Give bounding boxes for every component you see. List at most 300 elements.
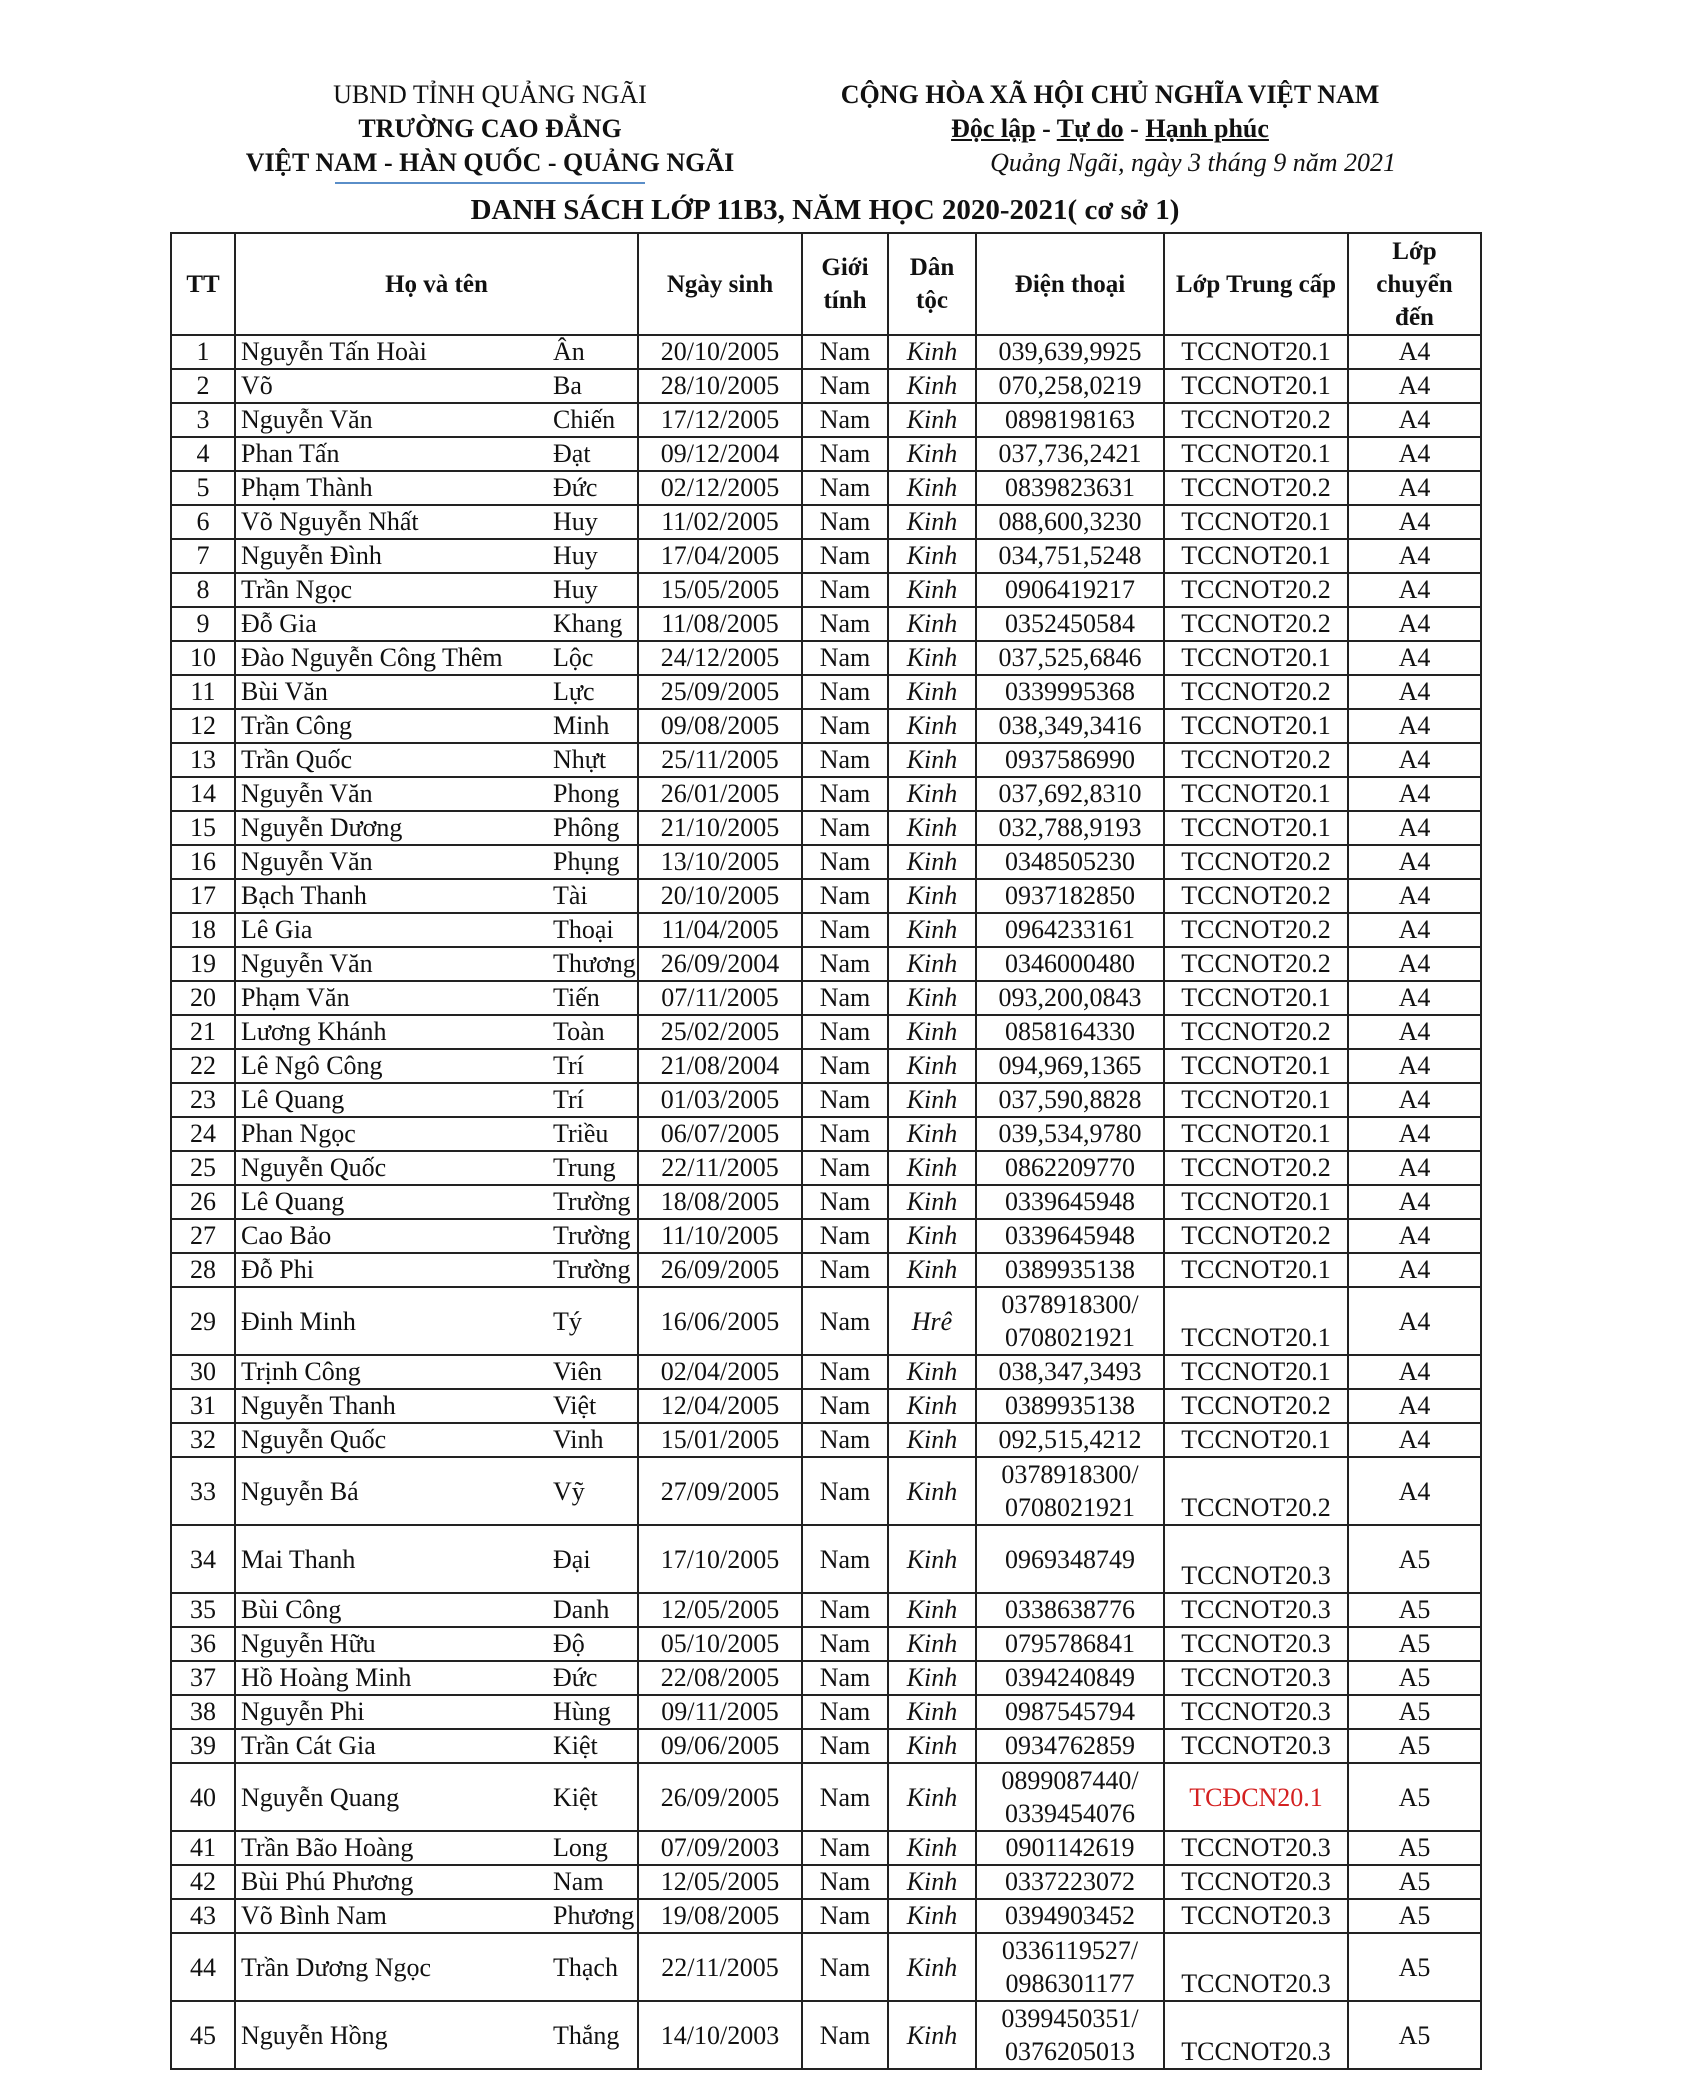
cell-transfer-class: A4 — [1348, 981, 1481, 1015]
cell-phone: 0937586990 — [976, 743, 1164, 777]
table-row — [171, 1423, 1481, 1457]
cell-family-name: Trịnh Công — [235, 1355, 548, 1389]
cell-ethnicity: Kinh — [888, 369, 976, 403]
cell-sex: Nam — [802, 539, 888, 573]
cell-given-name: Huy — [548, 505, 638, 539]
cell-dob: 05/10/2005 — [638, 1627, 802, 1661]
cell-transfer-class: A5 — [1348, 1695, 1481, 1729]
cell-class: TCCNOT20.3 — [1164, 1593, 1348, 1627]
cell-phone: 0337223072 — [976, 1865, 1164, 1899]
cell-dob: 25/09/2005 — [638, 675, 802, 709]
cell-class: TCCNOT20.3 — [1164, 1899, 1348, 1933]
cell-class: TCCNOT20.1 — [1164, 1423, 1348, 1457]
table-row — [171, 1253, 1481, 1287]
cell-transfer-class: A5 — [1348, 1831, 1481, 1865]
cell-given-name: Ba — [548, 369, 638, 403]
cell-ethnicity: Kinh — [888, 471, 976, 505]
cell-tt: 22 — [171, 1049, 235, 1083]
cell-phone: 094,969,1365 — [976, 1049, 1164, 1083]
cell-family-name: Võ — [235, 369, 548, 403]
table-row — [171, 777, 1481, 811]
table-row — [171, 1899, 1481, 1933]
cell-class: TCCNOT20.2 — [1164, 1219, 1348, 1253]
cell-transfer-class: A4 — [1348, 641, 1481, 675]
cell-family-name: Nguyễn Tấn Hoài — [235, 335, 548, 369]
cell-given-name: Trung — [548, 1151, 638, 1185]
table-row — [171, 981, 1481, 1015]
cell-class: TCCNOT20.1 — [1164, 539, 1348, 573]
cell-dob: 20/10/2005 — [638, 335, 802, 369]
cell-family-name: Bùi Phú Phương — [235, 1865, 548, 1899]
cell-dob: 21/10/2005 — [638, 811, 802, 845]
col-header-dob: Ngày sinh — [638, 233, 802, 335]
cell-phone: 0987545794 — [976, 1695, 1164, 1729]
cell-transfer-class: A4 — [1348, 1457, 1481, 1525]
cell-family-name: Phan Tấn — [235, 437, 548, 471]
cell-family-name: Bùi Công — [235, 1593, 548, 1627]
cell-phone: 0389935138 — [976, 1389, 1164, 1423]
cell-phone — [976, 2001, 1164, 2069]
phone-primary: 0899087440/ — [1001, 1766, 1139, 1795]
cell-class: TCCNOT20.1 — [1164, 641, 1348, 675]
cell-phone: 070,258,0219 — [976, 369, 1164, 403]
cell-given-name: Nhựt — [548, 743, 638, 777]
cell-family-name: Nguyễn Quốc — [235, 1423, 548, 1457]
cell-class: TCCNOT20.2 — [1164, 947, 1348, 981]
cell-class: TCCNOT20.1 — [1164, 1049, 1348, 1083]
cell-transfer-class: A5 — [1348, 1593, 1481, 1627]
cell-ethnicity: Kinh — [888, 1355, 976, 1389]
cell-sex: Nam — [802, 2001, 888, 2069]
cell-family-name: Hồ Hoàng Minh — [235, 1661, 548, 1695]
cell-transfer-class: A4 — [1348, 1219, 1481, 1253]
cell-dob: 26/01/2005 — [638, 777, 802, 811]
cell-given-name: Phong — [548, 777, 638, 811]
cell-class: TCCNOT20.1 — [1164, 335, 1348, 369]
cell-family-name: Nguyễn Văn — [235, 403, 548, 437]
cell-family-name: Nguyễn Văn — [235, 947, 548, 981]
cell-class: TCCNOT20.3 — [1164, 1525, 1348, 1593]
cell-tt: 6 — [171, 505, 235, 539]
cell-dob: 20/10/2005 — [638, 879, 802, 913]
cell-ethnicity: Kinh — [888, 675, 976, 709]
cell-class: TCCNOT20.2 — [1164, 403, 1348, 437]
cell-given-name: Chiến — [548, 403, 638, 437]
cell-dob: 26/09/2005 — [638, 1763, 802, 1831]
issuer-block — [220, 78, 760, 184]
table-row — [171, 675, 1481, 709]
table-row — [171, 811, 1481, 845]
table-row — [171, 1695, 1481, 1729]
cell-phone: 0901142619 — [976, 1831, 1164, 1865]
cell-class: TCCNOT20.2 — [1164, 845, 1348, 879]
phone-primary: 0378918300/ — [1001, 1460, 1139, 1489]
cell-sex: Nam — [802, 505, 888, 539]
cell-ethnicity: Kinh — [888, 573, 976, 607]
cell-given-name: Thoại — [548, 913, 638, 947]
cell-class: TCCNOT20.2 — [1164, 471, 1348, 505]
table-row — [171, 1593, 1481, 1627]
cell-ethnicity: Kinh — [888, 1525, 976, 1593]
cell-sex: Nam — [802, 1593, 888, 1627]
cell-tt: 24 — [171, 1117, 235, 1151]
cell-given-name: Huy — [548, 573, 638, 607]
cell-phone: 0839823631 — [976, 471, 1164, 505]
cell-sex: Nam — [802, 913, 888, 947]
cell-transfer-class: A4 — [1348, 539, 1481, 573]
cell-ethnicity: Kinh — [888, 2001, 976, 2069]
cell-ethnicity: Kinh — [888, 1117, 976, 1151]
cell-dob: 16/06/2005 — [638, 1287, 802, 1355]
table-row — [171, 607, 1481, 641]
cell-phone — [976, 1457, 1164, 1525]
cell-dob: 02/12/2005 — [638, 471, 802, 505]
cell-ethnicity: Kinh — [888, 1695, 976, 1729]
cell-given-name: Đức — [548, 1661, 638, 1695]
cell-class: TCCNOT20.3 — [1164, 1661, 1348, 1695]
cell-tt: 35 — [171, 1593, 235, 1627]
cell-ethnicity: Kinh — [888, 1899, 976, 1933]
cell-transfer-class: A4 — [1348, 743, 1481, 777]
cell-dob: 01/03/2005 — [638, 1083, 802, 1117]
cell-transfer-class: A4 — [1348, 1049, 1481, 1083]
cell-given-name: Tài — [548, 879, 638, 913]
motto-part-1: Độc lập — [951, 114, 1036, 143]
cell-class: TCCNOT20.3 — [1164, 1933, 1348, 2001]
cell-phone: 0352450584 — [976, 607, 1164, 641]
cell-tt: 1 — [171, 335, 235, 369]
cell-ethnicity: Kinh — [888, 1627, 976, 1661]
table-row — [171, 1525, 1481, 1593]
cell-family-name: Nguyễn Hồng — [235, 2001, 548, 2069]
cell-transfer-class: A4 — [1348, 335, 1481, 369]
cell-class: TCCNOT20.3 — [1164, 1627, 1348, 1661]
cell-sex: Nam — [802, 1219, 888, 1253]
cell-family-name: Võ Bình Nam — [235, 1899, 548, 1933]
cell-family-name: Nguyễn Văn — [235, 845, 548, 879]
cell-phone: 0346000480 — [976, 947, 1164, 981]
cell-family-name: Lê Gia — [235, 913, 548, 947]
cell-class: TCCNOT20.3 — [1164, 1729, 1348, 1763]
cell-tt: 12 — [171, 709, 235, 743]
cell-sex: Nam — [802, 675, 888, 709]
cell-class: TCCNOT20.2 — [1164, 1015, 1348, 1049]
cell-dob: 09/06/2005 — [638, 1729, 802, 1763]
cell-transfer-class: A4 — [1348, 369, 1481, 403]
cell-family-name: Bạch Thanh — [235, 879, 548, 913]
cell-family-name: Nguyễn Thanh — [235, 1389, 548, 1423]
national-header-block — [800, 78, 1420, 180]
cell-given-name: Phụng — [548, 845, 638, 879]
cell-ethnicity: Kinh — [888, 1253, 976, 1287]
cell-family-name: Nguyễn Đình — [235, 539, 548, 573]
cell-ethnicity: Kinh — [888, 913, 976, 947]
cell-family-name: Nguyễn Dương — [235, 811, 548, 845]
cell-sex: Nam — [802, 1457, 888, 1525]
national-title: CỘNG HÒA XÃ HỘI CHỦ NGHĨA VIỆT NAM — [840, 80, 1380, 109]
cell-phone: 0348505230 — [976, 845, 1164, 879]
cell-sex: Nam — [802, 403, 888, 437]
cell-sex: Nam — [802, 845, 888, 879]
cell-transfer-class: A5 — [1348, 1661, 1481, 1695]
cell-class: TCCNOT20.3 — [1164, 2001, 1348, 2069]
cell-tt: 10 — [171, 641, 235, 675]
phone-secondary: 0708021921 — [1005, 1323, 1135, 1352]
cell-dob: 07/09/2003 — [638, 1831, 802, 1865]
cell-transfer-class: A4 — [1348, 947, 1481, 981]
cell-transfer-class: A5 — [1348, 1865, 1481, 1899]
cell-family-name: Đỗ Phi — [235, 1253, 548, 1287]
cell-ethnicity: Kinh — [888, 437, 976, 471]
cell-dob: 22/11/2005 — [638, 1151, 802, 1185]
cell-given-name: Đại — [548, 1525, 638, 1593]
cell-ethnicity: Kinh — [888, 1763, 976, 1831]
cell-family-name: Đinh Minh — [235, 1287, 548, 1355]
cell-sex: Nam — [802, 437, 888, 471]
cell-class: TCCNOT20.2 — [1164, 743, 1348, 777]
cell-family-name: Lê Quang — [235, 1185, 548, 1219]
cell-transfer-class: A4 — [1348, 1423, 1481, 1457]
cell-family-name: Phan Ngọc — [235, 1117, 548, 1151]
cell-phone: 039,639,9925 — [976, 335, 1164, 369]
table-row — [171, 743, 1481, 777]
cell-tt: 37 — [171, 1661, 235, 1695]
cell-dob: 15/01/2005 — [638, 1423, 802, 1457]
cell-dob: 15/05/2005 — [638, 573, 802, 607]
cell-transfer-class: A4 — [1348, 437, 1481, 471]
cell-tt: 39 — [171, 1729, 235, 1763]
cell-dob: 27/09/2005 — [638, 1457, 802, 1525]
table-row — [171, 1831, 1481, 1865]
cell-class: TCCNOT20.1 — [1164, 811, 1348, 845]
cell-family-name: Trần Dương Ngọc — [235, 1933, 548, 2001]
cell-phone: 0389935138 — [976, 1253, 1164, 1287]
cell-tt: 11 — [171, 675, 235, 709]
cell-given-name: Huy — [548, 539, 638, 573]
cell-dob: 17/10/2005 — [638, 1525, 802, 1593]
cell-tt: 38 — [171, 1695, 235, 1729]
cell-sex: Nam — [802, 471, 888, 505]
cell-family-name: Nguyễn Hữu — [235, 1627, 548, 1661]
cell-class: TCCNOT20.1 — [1164, 777, 1348, 811]
phone-secondary: 0376205013 — [1005, 2037, 1135, 2066]
cell-tt: 33 — [171, 1457, 235, 1525]
cell-transfer-class: A4 — [1348, 913, 1481, 947]
cell-ethnicity: Kinh — [888, 1593, 976, 1627]
cell-given-name: Long — [548, 1831, 638, 1865]
cell-phone: 0394240849 — [976, 1661, 1164, 1695]
table-row — [171, 2001, 1481, 2069]
cell-transfer-class: A4 — [1348, 1083, 1481, 1117]
cell-tt: 8 — [171, 573, 235, 607]
cell-class: TCCNOT20.2 — [1164, 879, 1348, 913]
cell-ethnicity: Kinh — [888, 1151, 976, 1185]
cell-phone: 0934762859 — [976, 1729, 1164, 1763]
cell-family-name: Phạm Thành — [235, 471, 548, 505]
cell-dob: 28/10/2005 — [638, 369, 802, 403]
cell-sex: Nam — [802, 641, 888, 675]
issuer-line-2: TRƯỜNG CAO ĐẲNG — [358, 114, 622, 143]
table-body — [171, 335, 1481, 2069]
cell-sex: Nam — [802, 369, 888, 403]
cell-phone: 092,515,4212 — [976, 1423, 1164, 1457]
cell-ethnicity: Kinh — [888, 1423, 976, 1457]
cell-dob: 26/09/2004 — [638, 947, 802, 981]
cell-family-name: Lê Ngô Công — [235, 1049, 548, 1083]
cell-phone: 038,347,3493 — [976, 1355, 1164, 1389]
cell-sex: Nam — [802, 1729, 888, 1763]
cell-family-name: Lương Khánh — [235, 1015, 548, 1049]
document-date: Quảng Ngãi, ngày 3 tháng 9 năm 2021 — [990, 148, 1396, 177]
cell-sex: Nam — [802, 709, 888, 743]
cell-ethnicity: Kinh — [888, 1729, 976, 1763]
cell-sex: Nam — [802, 1185, 888, 1219]
cell-tt: 26 — [171, 1185, 235, 1219]
table-row — [171, 471, 1481, 505]
cell-sex: Nam — [802, 1151, 888, 1185]
cell-sex: Nam — [802, 777, 888, 811]
cell-dob: 11/10/2005 — [638, 1219, 802, 1253]
issuer-line-3: VIỆT NAM - HÀN QUỐC - QUẢNG NGÃI — [245, 148, 735, 177]
cell-transfer-class: A4 — [1348, 1015, 1481, 1049]
table-row — [171, 879, 1481, 913]
cell-dob: 11/02/2005 — [638, 505, 802, 539]
cell-family-name: Cao Bảo — [235, 1219, 548, 1253]
col-header-sex: Giới tính — [802, 233, 888, 335]
cell-phone: 039,534,9780 — [976, 1117, 1164, 1151]
cell-dob: 12/05/2005 — [638, 1593, 802, 1627]
cell-phone: 0906419217 — [976, 573, 1164, 607]
cell-class: TCCNOT20.1 — [1164, 1287, 1348, 1355]
cell-ethnicity: Kinh — [888, 777, 976, 811]
cell-phone: 0338638776 — [976, 1593, 1164, 1627]
cell-given-name: Danh — [548, 1593, 638, 1627]
cell-tt: 29 — [171, 1287, 235, 1355]
cell-ethnicity: Kinh — [888, 505, 976, 539]
cell-phone: 093,200,0843 — [976, 981, 1164, 1015]
cell-phone: 037,525,6846 — [976, 641, 1164, 675]
cell-transfer-class: A4 — [1348, 403, 1481, 437]
cell-transfer-class: A4 — [1348, 505, 1481, 539]
col-header-tt: TT — [171, 233, 235, 335]
cell-dob: 12/05/2005 — [638, 1865, 802, 1899]
cell-phone: 038,349,3416 — [976, 709, 1164, 743]
table-row — [171, 573, 1481, 607]
document-title: DANH SÁCH LỚP 11B3, NĂM HỌC 2020-2021( cơ sở 1) — [470, 194, 1180, 226]
cell-family-name: Trần Bão Hoàng — [235, 1831, 548, 1865]
cell-phone: 0394903452 — [976, 1899, 1164, 1933]
cell-class: TCCNOT20.1 — [1164, 437, 1348, 471]
cell-sex: Nam — [802, 335, 888, 369]
col-header-class: Lớp Trung cấp — [1164, 233, 1348, 335]
cell-ethnicity: Kinh — [888, 879, 976, 913]
cell-tt: 13 — [171, 743, 235, 777]
cell-sex: Nam — [802, 1627, 888, 1661]
cell-class: TCCNOT20.2 — [1164, 1389, 1348, 1423]
cell-tt: 3 — [171, 403, 235, 437]
cell-ethnicity: Kinh — [888, 641, 976, 675]
cell-class: TCCNOT20.3 — [1164, 1695, 1348, 1729]
cell-class: TCCNOT20.1 — [1164, 709, 1348, 743]
cell-tt: 18 — [171, 913, 235, 947]
motto-sep-2: - — [1123, 114, 1146, 143]
cell-family-name: Trần Quốc — [235, 743, 548, 777]
cell-class: TCCNOT20.2 — [1164, 913, 1348, 947]
cell-tt: 31 — [171, 1389, 235, 1423]
cell-given-name: Việt — [548, 1389, 638, 1423]
cell-dob: 25/02/2005 — [638, 1015, 802, 1049]
cell-phone — [976, 1933, 1164, 2001]
table-row — [171, 1627, 1481, 1661]
cell-given-name: Thắng — [548, 2001, 638, 2069]
table-row — [171, 1287, 1481, 1355]
cell-transfer-class: A4 — [1348, 1389, 1481, 1423]
cell-tt: 5 — [171, 471, 235, 505]
cell-ethnicity: Kinh — [888, 709, 976, 743]
cell-family-name: Nguyễn Văn — [235, 777, 548, 811]
motto-part-3: Hạnh phúc — [1145, 114, 1269, 143]
cell-ethnicity: Kinh — [888, 1049, 976, 1083]
issuer-underline — [335, 182, 645, 184]
table-row — [171, 1083, 1481, 1117]
cell-dob: 26/09/2005 — [638, 1253, 802, 1287]
cell-given-name: Lực — [548, 675, 638, 709]
cell-dob: 19/08/2005 — [638, 1899, 802, 1933]
col-header-name: Họ và tên — [235, 233, 638, 335]
cell-sex: Nam — [802, 1831, 888, 1865]
cell-tt: 25 — [171, 1151, 235, 1185]
cell-dob: 11/08/2005 — [638, 607, 802, 641]
cell-sex: Nam — [802, 1661, 888, 1695]
table-row — [171, 709, 1481, 743]
cell-given-name: Phương — [548, 1899, 638, 1933]
cell-ethnicity: Kinh — [888, 811, 976, 845]
table-row — [171, 505, 1481, 539]
cell-dob: 06/07/2005 — [638, 1117, 802, 1151]
cell-dob: 14/10/2003 — [638, 2001, 802, 2069]
cell-family-name: Trần Cát Gia — [235, 1729, 548, 1763]
cell-transfer-class: A5 — [1348, 2001, 1481, 2069]
cell-class: TCCNOT20.1 — [1164, 505, 1348, 539]
cell-transfer-class: A4 — [1348, 1287, 1481, 1355]
table-row — [171, 845, 1481, 879]
cell-ethnicity: Kinh — [888, 743, 976, 777]
cell-given-name: Minh — [548, 709, 638, 743]
cell-given-name: Toàn — [548, 1015, 638, 1049]
table-header-row — [171, 233, 1481, 335]
cell-family-name: Bùi Văn — [235, 675, 548, 709]
cell-sex: Nam — [802, 1083, 888, 1117]
cell-tt: 21 — [171, 1015, 235, 1049]
cell-family-name: Mai Thanh — [235, 1525, 548, 1593]
cell-class: TCCNOT20.1 — [1164, 1117, 1348, 1151]
cell-transfer-class: A4 — [1348, 1117, 1481, 1151]
cell-sex: Nam — [802, 1287, 888, 1355]
cell-sex: Nam — [802, 1423, 888, 1457]
cell-sex: Nam — [802, 947, 888, 981]
cell-given-name: Nam — [548, 1865, 638, 1899]
cell-dob: 13/10/2005 — [638, 845, 802, 879]
table-row — [171, 1219, 1481, 1253]
cell-given-name: Trí — [548, 1083, 638, 1117]
cell-sex: Nam — [802, 1355, 888, 1389]
table-row — [171, 369, 1481, 403]
cell-tt: 42 — [171, 1865, 235, 1899]
cell-given-name: Trường — [548, 1253, 638, 1287]
cell-ethnicity: Kinh — [888, 1185, 976, 1219]
cell-dob: 21/08/2004 — [638, 1049, 802, 1083]
cell-dob: 02/04/2005 — [638, 1355, 802, 1389]
